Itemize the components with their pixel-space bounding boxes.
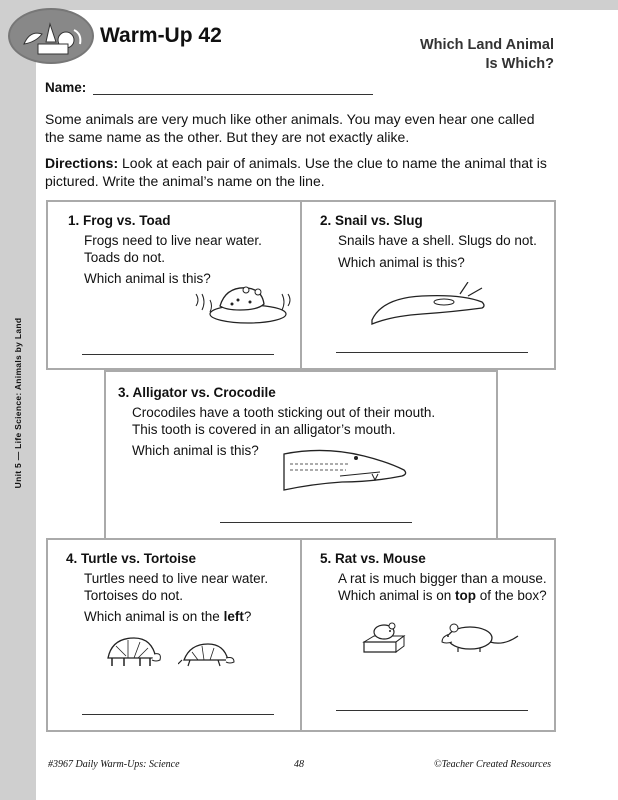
science-logo-icon	[10, 10, 96, 66]
intro-paragraph: Some animals are very much like other animals. You may even hear one called the same name as the other. But they are not exactly alike.	[45, 111, 535, 145]
name-answer-line[interactable]	[93, 94, 373, 95]
science-logo	[8, 8, 94, 64]
question-prompt: Which animal is this?	[132, 443, 259, 458]
question-clue: Frogs need to live near water. Toads do not.	[84, 233, 262, 265]
rat-icon	[440, 620, 520, 654]
question-title: 1. Frog vs. Toad	[68, 213, 171, 228]
page-subtitle: Which Land Animal Is Which?	[420, 37, 554, 72]
footer-left: #3967 Daily Warm-Ups: Science	[48, 759, 180, 770]
directions-paragraph: Directions: Look at each pair of animals. Use the clue to name the animal that is pictured. Write the animal’s name on the line.	[45, 155, 547, 189]
turtle-icon	[178, 640, 238, 670]
page-title: Warm-Up 42	[100, 24, 222, 47]
answer-line-3[interactable]	[220, 522, 412, 523]
question-box-5	[300, 538, 556, 732]
question-clue: Turtles need to live near water. Tortoises do not.	[84, 571, 269, 603]
question-title: 5. Rat vs. Mouse	[320, 551, 426, 566]
question-box-2	[300, 200, 556, 370]
question-prompt: Which animal is on top of the box?	[338, 588, 547, 603]
answer-line-4[interactable]	[82, 714, 274, 715]
question-box-4	[46, 538, 302, 732]
question-box-1	[46, 200, 302, 370]
tortoise-icon	[102, 634, 162, 670]
frog-icon	[188, 276, 298, 326]
question-clue: A rat is much bigger than a mouse.	[338, 571, 547, 586]
answer-line-1[interactable]	[82, 354, 274, 355]
question-prompt: Which animal is on the left?	[84, 609, 252, 624]
question-title: 2. Snail vs. Slug	[320, 213, 423, 228]
question-clue: Crocodiles have a tooth sticking out of their mouth. This tooth is covered in an alligator’s mouth.	[132, 405, 436, 437]
side-unit-label: Unit 5 — Life Science: Animals by Land	[13, 317, 23, 488]
question-box-3	[104, 370, 498, 540]
footer-right: ©Teacher Created Resources	[434, 759, 552, 770]
question-prompt: Which animal is this?	[84, 271, 211, 286]
question-title: 3. Alligator vs. Crocodile	[118, 385, 276, 400]
crocodile-icon	[280, 444, 410, 494]
slug-icon	[362, 282, 492, 332]
mouse-on-box-icon	[360, 618, 410, 658]
footer-page-number: 48	[294, 759, 304, 770]
answer-line-5[interactable]	[336, 710, 528, 711]
question-prompt: Which animal is this?	[338, 255, 465, 270]
question-clue: Snails have a shell. Slugs do not.	[338, 233, 537, 248]
answer-line-2[interactable]	[336, 352, 528, 353]
question-title: 4. Turtle vs. Tortoise	[66, 551, 197, 566]
name-label: Name:	[45, 80, 87, 95]
